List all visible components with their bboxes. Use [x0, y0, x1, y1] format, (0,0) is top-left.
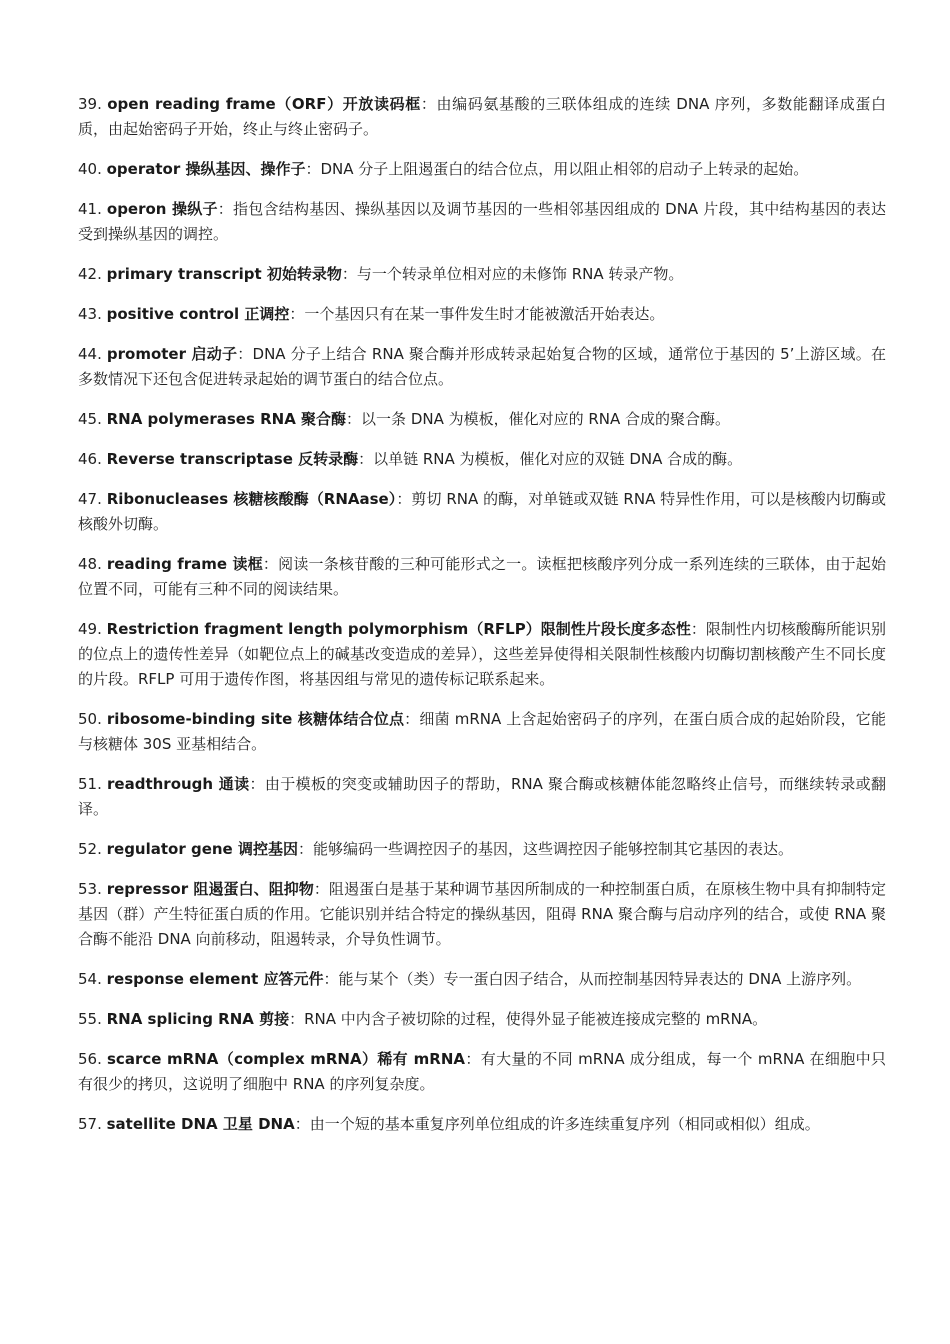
entry-definition: ：由一个短的基本重复序列单位组成的许多连续重复序列（相同或相似）组成。 [294, 1115, 820, 1133]
glossary-entry-42 [78, 262, 886, 287]
entry-definition: ：由于模板的突变或辅助因子的帮助，RNA 聚合酶或核糖体能忽略终止信号，而继续转录或翻译。 [78, 775, 886, 818]
entry-number: 56. [78, 1050, 107, 1068]
entry-number: 40. [78, 160, 107, 178]
entry-definition: ：限制性内切核酸酶所能识别的位点上的遗传性差异（如靶位点上的碱基改变造成的差异），这些差异使得相关限制性核酸内切酶切割核酸产生不同长度的片段。RFLP 可用于遗传作图，将基因组与常见的遗传标记联系起来。 [78, 620, 886, 688]
entry-definition: ：DNA 分子上阻遏蛋白的结合位点，用以阻止相邻的启动子上转录的起始。 [305, 160, 809, 178]
entry-number: 51. [78, 775, 108, 793]
entry-number: 45. [78, 410, 107, 428]
entry-term: regulator gene 调控基因 [106, 840, 298, 858]
entry-number: 41. [78, 200, 107, 218]
entry-term: readthrough 通读 [107, 775, 250, 793]
glossary-entry-44 [78, 342, 886, 392]
entry-definition: ：以单链 RNA 为模板，催化对应的双链 DNA 合成的酶。 [358, 450, 743, 468]
glossary-entry-47 [78, 487, 886, 537]
entry-definition: ：阻遏蛋白是基于某种调节基因所制成的一种控制蛋白质，在原核生物中具有抑制特定基因（群）产生特征蛋白质的作用。它能识别并结合特定的操纵基因，阻碍 RNA 聚合酶与启动序列的结合，或使 RNA 聚合酶不能沿 DNA 向前移动，阻遏转录，介导负性调节。 [78, 880, 886, 948]
entry-term: scarce mRNA（complex mRNA）稀有 mRNA [107, 1050, 465, 1068]
entry-term: response element 应答元件 [106, 970, 324, 988]
glossary-entry-50 [78, 707, 886, 757]
entry-term: Reverse transcriptase 反转录酶 [106, 450, 359, 468]
entry-definition: ：能够编码一些调控因子的基因，这些调控因子能够控制其它基因的表达。 [297, 840, 793, 858]
entry-definition: ：阅读一条核苷酸的三种可能形式之一。读框把核酸序列分成一系列连续的三联体，由于起始位置不同，可能有三种不同的阅读结果。 [78, 555, 886, 598]
entry-definition: ：由编码氨基酸的三联体组成的连续 DNA 序列，多数能翻译成蛋白质，由起始密码子开始，终止与终止密码子。 [78, 95, 886, 138]
entry-definition: ：以一条 DNA 为模板，催化对应的 RNA 合成的聚合酶。 [346, 410, 731, 428]
entry-term: Ribonucleases 核糖核酸酶（RNAase） [106, 490, 397, 508]
entry-number: 50. [78, 710, 107, 728]
entry-term: primary transcript 初始转录物 [106, 265, 342, 283]
glossary-entry-49 [78, 617, 886, 692]
entry-term: RNA splicing RNA 剪接 [106, 1010, 290, 1028]
glossary-entry-39 [78, 92, 886, 142]
entry-number: 48. [78, 555, 107, 573]
entry-definition: ：有大量的不同 mRNA 成分组成，每一个 mRNA 在细胞中只有很少的拷贝，这说明了细胞中 RNA 的序列复杂度。 [78, 1050, 887, 1093]
entry-term: promoter 启动子 [106, 345, 238, 363]
glossary-entry-57 [78, 1112, 886, 1137]
entry-number: 49. [78, 620, 107, 638]
glossary-entry-51 [78, 772, 886, 822]
entry-number: 47. [78, 490, 107, 508]
glossary-entry-56 [78, 1047, 886, 1097]
entry-number: 55. [78, 1010, 107, 1028]
entry-term: RNA polymerases RNA 聚合酶 [106, 410, 347, 428]
entry-term: reading frame 读框 [106, 555, 263, 573]
entry-term: satellite DNA 卫星 DNA [106, 1115, 295, 1133]
entry-number: 43. [78, 305, 107, 323]
entry-term: operator 操纵基因、操作子 [106, 160, 306, 178]
entry-definition: ：细菌 mRNA 上含起始密码子的序列，在蛋白质合成的起始阶段，它能与核糖体 30S 亚基相结合。 [78, 710, 886, 753]
entry-number: 42. [78, 265, 107, 283]
entry-term: Restriction fragment length polymorphism（RFLP）限制性片段长度多态性 [106, 620, 691, 638]
entry-definition: ：指包含结构基因、操纵基因以及调节基因的一些相邻基因组成的 DNA 片段，其中结构基因的表达受到操纵基因的调控。 [78, 200, 887, 243]
entry-term: operon 操纵子 [106, 200, 218, 218]
entry-definition: ：能与某个（类）专一蛋白因子结合，从而控制基因特异表达的 DNA 上游序列。 [323, 970, 862, 988]
entry-number: 57. [78, 1115, 107, 1133]
entry-term: repressor 阻遏蛋白、阻抑物 [106, 880, 314, 898]
glossary-entry-40 [78, 157, 886, 182]
entry-number: 53. [78, 880, 107, 898]
glossary-entry-48 [78, 552, 886, 602]
entry-definition: ：剪切 RNA 的酶，对单链或双链 RNA 特异性作用，可以是核酸内切酶或核酸外切酶。 [78, 490, 886, 533]
entry-definition: ：RNA 中内含子被切除的过程，使得外显子能被连接成完整的 mRNA。 [289, 1010, 768, 1028]
entry-definition: ：一个基因只有在某一事件发生时才能被激活开始表达。 [289, 305, 665, 323]
entry-number: 52. [78, 840, 107, 858]
glossary-entry-43 [78, 302, 886, 327]
entry-number: 54. [78, 970, 107, 988]
glossary-entry-46 [78, 447, 886, 472]
glossary-entry-53 [78, 877, 886, 952]
glossary-entry-55 [78, 1007, 886, 1032]
entry-term: positive control 正调控 [106, 305, 290, 323]
entry-number: 44. [78, 345, 107, 363]
entry-number: 46. [78, 450, 107, 468]
glossary-entry-45 [78, 407, 886, 432]
glossary-entry-41 [78, 197, 886, 247]
entry-number: 39. [78, 95, 108, 113]
entry-term: ribosome-binding site 核糖体结合位点 [106, 710, 405, 728]
entry-definition: ：与一个转录单位相对应的未修饰 RNA 转录产物。 [341, 265, 684, 283]
glossary-entry-52 [78, 837, 886, 862]
entry-term: open reading frame（ORF）开放读码框 [107, 95, 421, 113]
entry-definition: ：DNA 分子上结合 RNA 聚合酶并形成转录起始复合物的区域，通常位于基因的 5’上游区域。在多数情况下还包含促进转录起始的调节蛋白的结合位点。 [78, 345, 887, 388]
glossary-entry-54 [78, 967, 886, 992]
